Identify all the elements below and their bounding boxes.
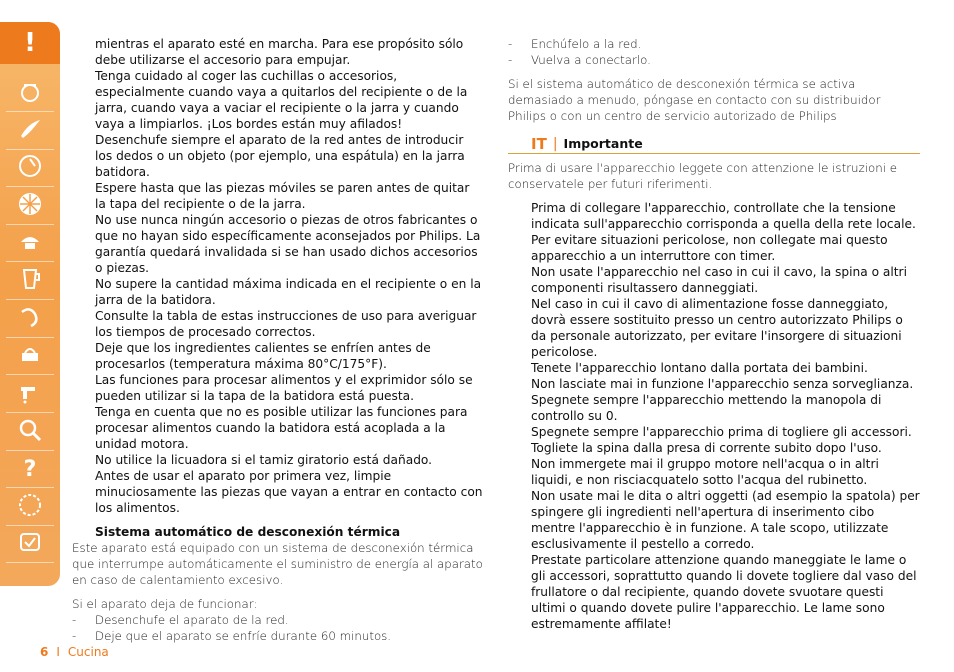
page-number: 6	[40, 645, 49, 659]
list-item: Non lasciate mai in funzione l'apparecchio senza sorveglianza.	[531, 377, 914, 391]
list-item: - Deje que el aparato se enfríe durante 60 minutos.	[72, 629, 392, 643]
list-item: Non usate l'apparecchio nel caso in cui il cavo, la spina o altri componenti risultassero danneggiati.	[531, 265, 907, 295]
list-item: Togliete la spina dalla presa di corrente subito dopo l'uso.	[531, 441, 882, 455]
list-item: Prestate particolare attenzione quando maneggiate le lame o gli accessori, soprattutto quando li dovete togliere dal vaso del frullatore o dal recipiente, quando dovete svuotare questi ultimi o quando dovete pulire l'apparecchio. Le lame sono estremamente affilate!	[531, 553, 917, 631]
list-item: - Enchúfelo a la red.	[508, 37, 642, 51]
exclamation-icon: !	[24, 28, 36, 58]
list-item: mientras el aparato esté en marcha. Para ese propósito sólo debe utilizarse el accesorio para empujar.	[95, 37, 464, 67]
section-title: Importante	[563, 136, 643, 151]
list-item: Desenchufe siempre el aparato de la red antes de introducir los dedos o un objeto (por ejemplo, una espátula) en la jarra batidora.	[95, 133, 465, 179]
list-item: Deje que los ingredientes calientes se enfríen antes de procesarlos (temperatura máxima 80°C/175°F).	[95, 341, 431, 371]
list-item: No utilice la licuadora si el tamiz giratorio está dañado.	[95, 453, 433, 467]
list-item: - Desenchufe el aparato de la red.	[72, 613, 289, 627]
section-header	[508, 136, 920, 154]
list-item: No use nunca ningún accesorio o piezas de otros fabricantes o que no hayan sido específicamente aconsejados por Philips. La garantía quedará invalidada si se han usado dichos accesorios o piezas.	[95, 213, 481, 275]
page-footer	[40, 645, 109, 659]
intro-text: Prima di usare l'apparecchio leggete con attenzione le istruzioni e conservatele per futuri riferimenti.	[508, 161, 897, 191]
kneading-icon[interactable]	[14, 301, 46, 333]
stop-intro: Si el aparato deja de funcionar:	[72, 597, 258, 611]
thermal-subheading: Sistema automático de desconexión térmica	[95, 525, 401, 539]
footer-separator: I	[56, 645, 60, 659]
list-item: - Vuelva a conectarlo.	[508, 53, 651, 67]
list-item: Tenga cuidado al coger las cuchillas o accesorios, especialmente cuando vaya a quitarlos del recipiente o de la jarra, cuando vaya a vaciar el recipiente o la jarra y cuando vaya a limpiarlos. ¡Los bordes están muy afilados!	[95, 69, 468, 131]
recipes-icon[interactable]	[14, 75, 46, 107]
list-item: Las funciones para procesar alimentos y el exprimidor sólo se pueden utilizar si la tapa de la batidora está puesta.	[95, 373, 473, 403]
language-code: IT	[531, 135, 547, 153]
left-column	[72, 36, 484, 644]
citrus-icon[interactable]	[14, 188, 46, 220]
juicer-icon[interactable]	[14, 225, 46, 257]
list-item: Non immergete mai il gruppo motore nell'acqua o in altri liquidi, e non risciacquatelo sotto l'acqua del rubinetto.	[531, 457, 879, 487]
disc-icon[interactable]	[14, 150, 46, 182]
list-item: Spegnete sempre l'apparecchio mettendo la manopola di controllo su 0.	[531, 393, 882, 423]
list-item: Antes de usar el aparato por primera vez, limpie minuciosamente las piezas que vayan a entrar en contacto con los alimentos.	[95, 469, 483, 515]
thermal-text: Este aparato está equipado con un sistema de desconexión térmica que interrumpe automáticamente el suministro de energía al aparato en caso de calentamiento excesivo.	[72, 541, 483, 587]
list-item: Nel caso in cui il cavo di alimentazione fosse danneggiato, dovrà essere sostituito presso un centro autorizzato Philips o da personale autorizzato, per evitare l'insorgere di situazioni pericolose.	[531, 297, 903, 359]
list-item: Non usate mai le dita o altri oggetti (ad esempio la spatola) per spingere gli ingredienti nell'apertura di inserimento cibo mentre l'apparecchio è in funzione. A tale scopo, utilizzate esclusivamente il pestello a corredo.	[531, 489, 920, 551]
help-icon[interactable]	[14, 451, 46, 483]
search-icon[interactable]	[14, 414, 46, 446]
tap-icon[interactable]	[14, 376, 46, 408]
list-item: Tenga en cuenta que no es posible utilizar las funciones para procesar alimentos cuando la batidora está acoplada a la unidad motora.	[95, 405, 468, 451]
right-column	[508, 36, 920, 632]
warning-tab[interactable]	[0, 22, 60, 64]
recipes-2-icon[interactable]	[14, 338, 46, 370]
header-separator: |	[552, 136, 558, 152]
jar-icon[interactable]	[14, 263, 46, 295]
list-item: Prima di collegare l'apparecchio, controllate che la tensione indicata sull'apparecchio corrisponda a quella della rete locale.	[531, 201, 916, 231]
guarantee-icon[interactable]	[14, 489, 46, 521]
list-item: No supere la cantidad máxima indicada en el recipiente o en la jarra de la batidora.	[95, 277, 482, 307]
sidebar	[0, 22, 60, 586]
list-item: Spegnete sempre l'apparecchio prima di togliere gli accessori.	[531, 425, 912, 439]
list-item: Tenete l'apparecchio lontano dalla portata dei bambini.	[531, 361, 868, 375]
list-item: Consulte la tabla de estas instrucciones de uso para averiguar los tiempos de procesado correctos.	[95, 309, 477, 339]
environment-icon[interactable]	[14, 526, 46, 558]
list-item: Per evitare situazioni pericolose, non collegate mai questo apparecchio a un interruttore con timer.	[531, 233, 888, 263]
sidebar-divider	[6, 562, 54, 563]
list-item: Espere hasta que las piezas móviles se paren antes de quitar la tapa del recipiente o de la jarra.	[95, 181, 470, 211]
svg-text:?: ?	[23, 457, 37, 483]
section-name: Cucina	[67, 645, 109, 659]
contact-text: Si el sistema automático de desconexión térmica se activa demasiado a menudo, póngase en contacto con su distribuidor Philips o con un centro de servicio autorizado de Philips	[508, 77, 881, 123]
blade-icon[interactable]	[14, 113, 46, 145]
